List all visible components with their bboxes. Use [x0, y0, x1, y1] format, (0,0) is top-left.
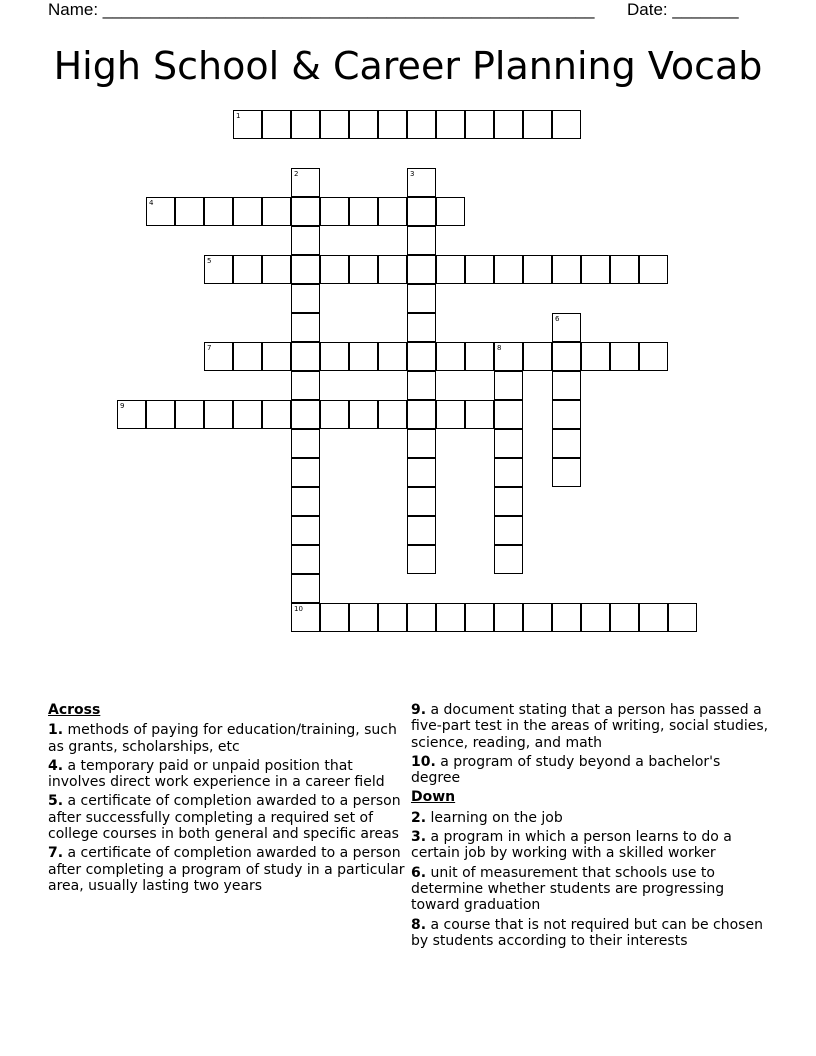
- grid-cell[interactable]: [610, 342, 639, 371]
- grid-cell[interactable]: [291, 516, 320, 545]
- grid-cell[interactable]: [436, 255, 465, 284]
- grid-cell[interactable]: [291, 545, 320, 574]
- clue-number: 6.: [411, 864, 427, 881]
- grid-cell[interactable]: [262, 400, 291, 429]
- grid-cell[interactable]: [262, 255, 291, 284]
- grid-cell[interactable]: [407, 342, 436, 371]
- grid-cell[interactable]: [494, 545, 523, 574]
- grid-cell[interactable]: [465, 400, 494, 429]
- grid-cell[interactable]: [407, 516, 436, 545]
- grid-cell[interactable]: [233, 110, 262, 139]
- grid-cell[interactable]: [668, 603, 697, 632]
- clue-text: methods of paying for education/training, such as grants, scholarships, etc: [48, 722, 397, 755]
- clue-number: 4.: [48, 757, 64, 774]
- grid-cell[interactable]: [407, 429, 436, 458]
- grid-cell[interactable]: [552, 342, 581, 371]
- grid-cell[interactable]: [494, 603, 523, 632]
- clue-number: 1.: [48, 722, 64, 739]
- grid-cell[interactable]: [378, 255, 407, 284]
- grid-cell[interactable]: [494, 400, 523, 429]
- grid-cell[interactable]: [291, 226, 320, 255]
- grid-cell[interactable]: [407, 603, 436, 632]
- grid-cell[interactable]: [291, 458, 320, 487]
- clue-text: a temporary paid or unpaid position that involves direct work experience in a career field: [48, 757, 385, 791]
- grid-cell[interactable]: [523, 342, 552, 371]
- grid-cell[interactable]: [233, 255, 262, 284]
- clue-number: 8.: [411, 916, 427, 933]
- grid-cell[interactable]: [349, 197, 378, 226]
- grid-cell[interactable]: [204, 342, 233, 371]
- clue-down-3: [411, 829, 771, 862]
- grid-cell[interactable]: [494, 110, 523, 139]
- cell-number: 9: [120, 402, 125, 410]
- grid-cell[interactable]: [581, 342, 610, 371]
- grid-cell[interactable]: [494, 516, 523, 545]
- grid-cell[interactable]: [494, 458, 523, 487]
- grid-cell[interactable]: [378, 603, 407, 632]
- grid-cell[interactable]: [320, 110, 349, 139]
- grid-cell[interactable]: [146, 197, 175, 226]
- grid-cell[interactable]: [436, 342, 465, 371]
- grid-cell[interactable]: [233, 400, 262, 429]
- grid-cell[interactable]: [349, 342, 378, 371]
- grid-cell[interactable]: [349, 255, 378, 284]
- grid-cell[interactable]: [291, 313, 320, 342]
- down-heading: Down: [411, 789, 456, 806]
- name-label[interactable]: Name: ____________________________________________________: [48, 0, 595, 19]
- grid-cell[interactable]: [146, 400, 175, 429]
- clue-text: a certificate of completion awarded to a person after completing a program of study in a particular area, usually lasting two years: [48, 845, 405, 894]
- cell-number: 5: [207, 257, 212, 265]
- cell-number: 6: [555, 315, 560, 323]
- grid-cell[interactable]: [320, 400, 349, 429]
- grid-cell[interactable]: [407, 458, 436, 487]
- grid-cell[interactable]: [610, 255, 639, 284]
- clue-text: unit of measurement that schools use to determine whether students are progressing toward graduation: [411, 864, 725, 914]
- page-title: High School & Career Planning Vocab: [53, 44, 763, 88]
- date-label[interactable]: Date: _______: [627, 0, 739, 19]
- grid-cell[interactable]: [523, 603, 552, 632]
- cell-number: 3: [410, 170, 415, 178]
- grid-cell[interactable]: [349, 110, 378, 139]
- grid-cell[interactable]: [494, 371, 523, 400]
- grid-cell[interactable]: [552, 110, 581, 139]
- clue-across-7: [48, 845, 408, 894]
- clue-number: 5.: [48, 793, 64, 810]
- grid-cell[interactable]: [320, 197, 349, 226]
- grid-cell[interactable]: [494, 487, 523, 516]
- grid-cell[interactable]: [378, 342, 407, 371]
- grid-cell[interactable]: [291, 429, 320, 458]
- grid-cell[interactable]: [262, 110, 291, 139]
- clue-down-6: [411, 865, 771, 914]
- grid-cell[interactable]: [407, 545, 436, 574]
- grid-cell[interactable]: [552, 400, 581, 429]
- grid-cell[interactable]: [349, 603, 378, 632]
- grid-cell[interactable]: [494, 342, 523, 371]
- grid-cell[interactable]: [552, 371, 581, 400]
- grid-cell[interactable]: [465, 255, 494, 284]
- grid-cell[interactable]: [552, 313, 581, 342]
- clue-number: 10.: [411, 753, 436, 770]
- cell-number: 10: [294, 605, 303, 613]
- grid-cell[interactable]: [407, 371, 436, 400]
- grid-cell[interactable]: [552, 255, 581, 284]
- clue-text: learning on the job: [430, 809, 563, 826]
- grid-cell[interactable]: [291, 284, 320, 313]
- grid-cell[interactable]: [204, 255, 233, 284]
- grid-cell[interactable]: [378, 110, 407, 139]
- grid-cell[interactable]: [465, 110, 494, 139]
- grid-cell[interactable]: [523, 255, 552, 284]
- grid-cell[interactable]: [320, 342, 349, 371]
- grid-cell[interactable]: [291, 603, 320, 632]
- clue-text: a program in which a person learns to do a certain job by working with a skilled worker: [411, 829, 732, 862]
- clue-across-4: [48, 758, 408, 791]
- grid-cell[interactable]: [436, 400, 465, 429]
- grid-cell[interactable]: [378, 197, 407, 226]
- grid-cell[interactable]: [639, 342, 668, 371]
- grid-cell[interactable]: [407, 168, 436, 197]
- clue-number: 7.: [48, 845, 64, 862]
- grid-cell[interactable]: [291, 255, 320, 284]
- cell-number: 8: [497, 344, 502, 352]
- grid-cell[interactable]: [407, 487, 436, 516]
- cell-number: 2: [294, 170, 299, 178]
- grid-cell[interactable]: [436, 110, 465, 139]
- grid-cell[interactable]: [494, 255, 523, 284]
- clue-text: a document stating that a person has passed a five-part test in the areas of writing, social studies, science, reading, and math: [411, 702, 769, 751]
- grid-cell[interactable]: [465, 603, 494, 632]
- grid-cell[interactable]: [407, 110, 436, 139]
- cell-number: 7: [207, 344, 212, 352]
- grid-cell[interactable]: [291, 574, 320, 603]
- clue-across-10: [411, 754, 771, 787]
- grid-cell[interactable]: [204, 197, 233, 226]
- clue-text: a program of study beyond a bachelor's degree: [411, 753, 721, 787]
- grid-cell[interactable]: [494, 429, 523, 458]
- grid-cell[interactable]: [552, 603, 581, 632]
- grid-cell[interactable]: [175, 400, 204, 429]
- clue-down-2: [411, 810, 771, 826]
- grid-cell[interactable]: [610, 603, 639, 632]
- cell-number: 4: [149, 199, 154, 207]
- clue-text: a certificate of completion awarded to a person after successfully completing a required set of college courses in both general and specific areas: [48, 793, 401, 843]
- grid-cell[interactable]: [581, 603, 610, 632]
- clue-number: 3.: [411, 829, 427, 846]
- grid-cell[interactable]: [407, 400, 436, 429]
- clue-down-8: [411, 917, 771, 950]
- grid-cell[interactable]: [378, 400, 407, 429]
- grid-cell[interactable]: [291, 342, 320, 371]
- grid-cell[interactable]: [233, 342, 262, 371]
- grid-cell[interactable]: [175, 197, 204, 226]
- grid-cell[interactable]: [639, 255, 668, 284]
- grid-cell[interactable]: [436, 603, 465, 632]
- grid-cell[interactable]: [291, 110, 320, 139]
- grid-cell[interactable]: [117, 400, 146, 429]
- clues-column-left: [48, 702, 408, 897]
- grid-cell[interactable]: [320, 603, 349, 632]
- clue-across-5: [48, 793, 408, 842]
- grid-cell[interactable]: [320, 255, 349, 284]
- grid-cell[interactable]: [204, 400, 233, 429]
- clue-number: 9.: [411, 702, 427, 718]
- grid-cell[interactable]: [552, 429, 581, 458]
- clue-text: a course that is not required but can be chosen by students according to their interests: [411, 916, 763, 949]
- grid-cell[interactable]: [407, 197, 436, 226]
- grid-cell[interactable]: [291, 168, 320, 197]
- grid-cell[interactable]: [552, 458, 581, 487]
- grid-cell[interactable]: [291, 400, 320, 429]
- grid-cell[interactable]: [291, 197, 320, 226]
- clue-across-1: [48, 722, 408, 755]
- clue-number: 2.: [411, 809, 427, 826]
- grid-cell[interactable]: [465, 342, 494, 371]
- across-heading: Across: [48, 702, 101, 718]
- grid-cell[interactable]: [262, 342, 291, 371]
- grid-cell[interactable]: [407, 313, 436, 342]
- grid-cell[interactable]: [291, 487, 320, 516]
- grid-cell[interactable]: [523, 110, 552, 139]
- grid-cell[interactable]: [407, 226, 436, 255]
- grid-cell[interactable]: [291, 371, 320, 400]
- grid-cell[interactable]: [639, 603, 668, 632]
- grid-cell[interactable]: [349, 400, 378, 429]
- clue-across-9: [411, 702, 771, 751]
- grid-cell[interactable]: [233, 197, 262, 226]
- grid-cell[interactable]: [262, 197, 291, 226]
- grid-cell[interactable]: [436, 197, 465, 226]
- grid-cell[interactable]: [581, 255, 610, 284]
- grid-cell[interactable]: [407, 255, 436, 284]
- grid-cell[interactable]: [407, 284, 436, 313]
- cell-number: 1: [236, 112, 241, 120]
- clues-column-right: [411, 702, 771, 952]
